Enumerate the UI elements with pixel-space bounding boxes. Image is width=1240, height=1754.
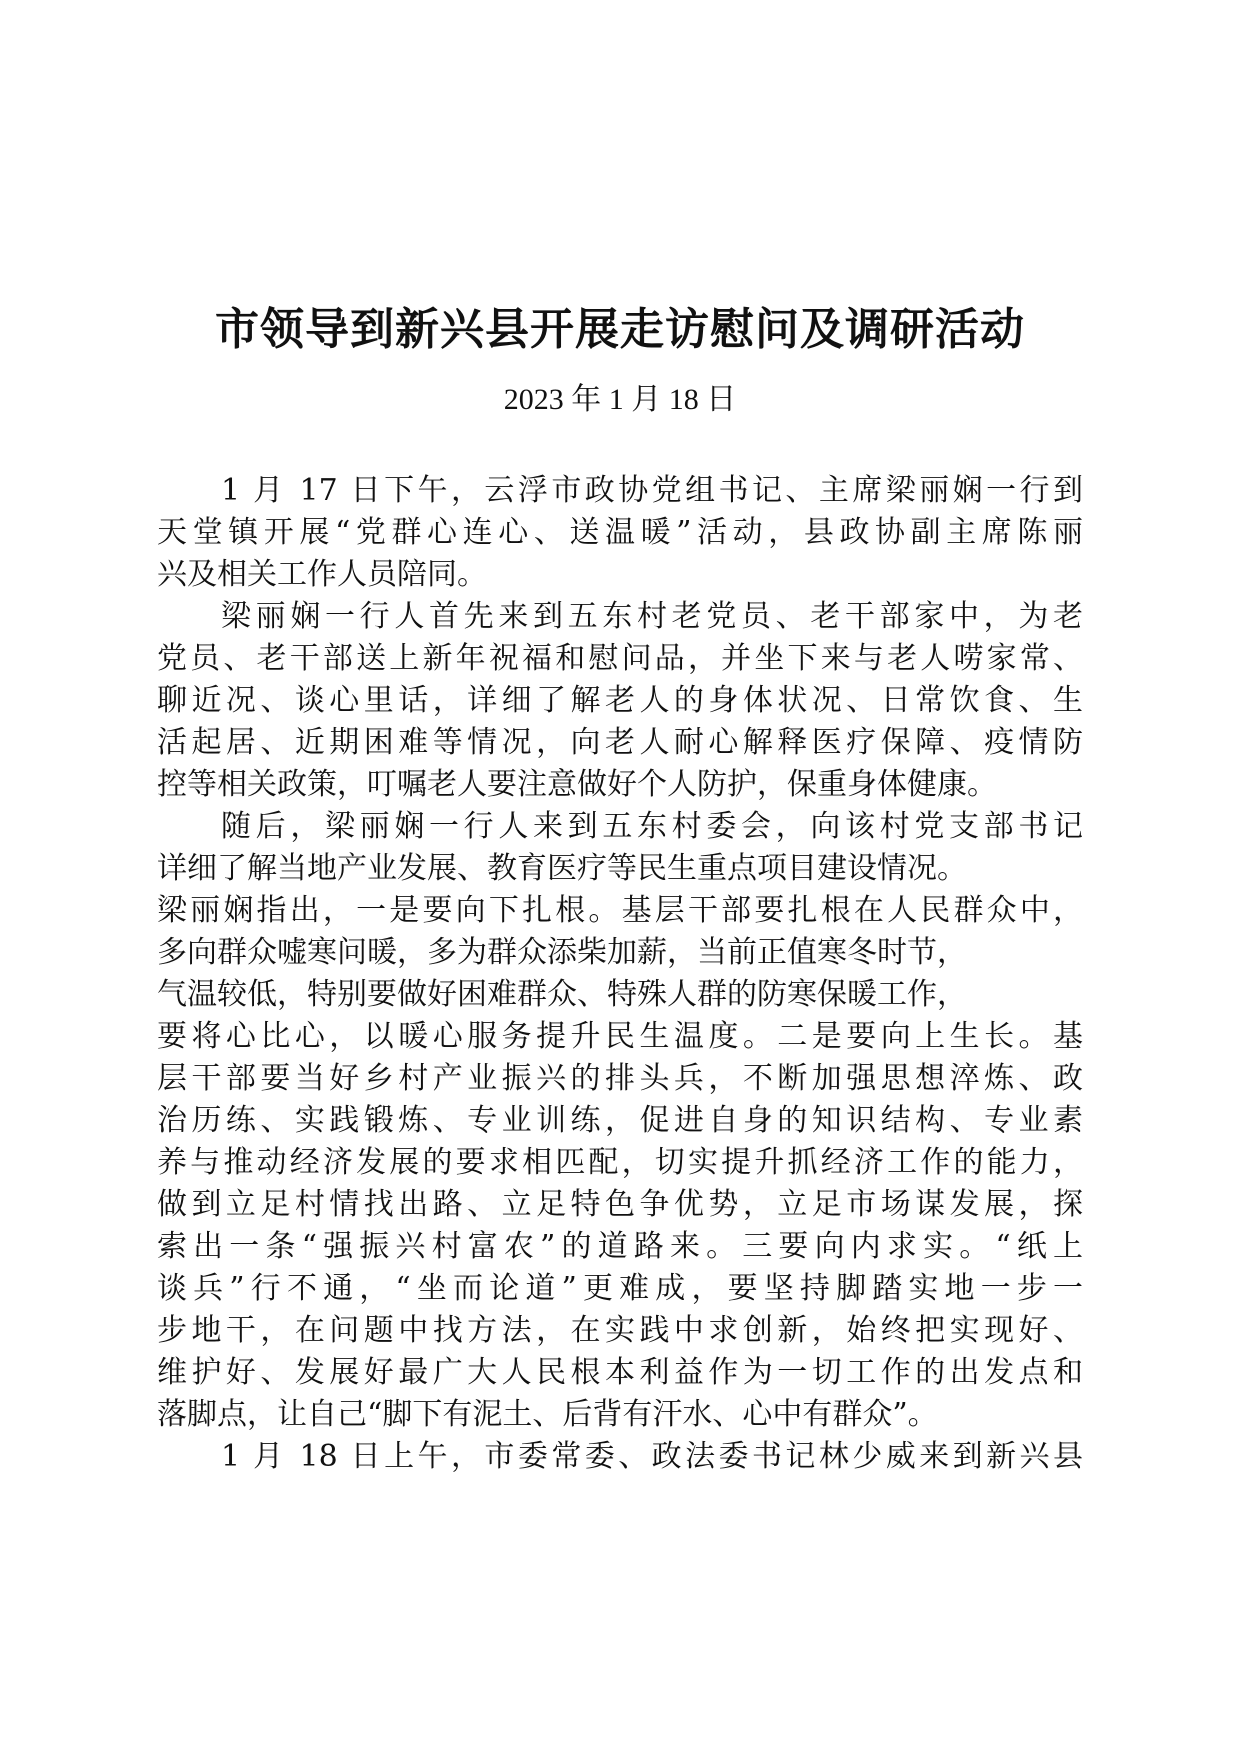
body-text-line: 梁丽娴一行人首先来到五东村老党员、老干部家中，为老 bbox=[221, 599, 1083, 634]
body-text-line: 1 月 18 日上午，市委常委、政法委书记林少威来到新兴县 bbox=[221, 1439, 1083, 1474]
body-text-line: 气温较低，特别要做好困难群众、特殊人群的防寒保暖工作， bbox=[157, 977, 967, 1012]
body-text-line: 谈兵”行不通，“坐而论道”更难成，要坚持脚踏实地一步一 bbox=[157, 1271, 1083, 1306]
body-text-line: 层干部要当好乡村产业振兴的排头兵，不断加强思想淬炼、政 bbox=[157, 1061, 1083, 1096]
body-text-line: 维护好、发展好最广大人民根本利益作为一切工作的出发点和 bbox=[157, 1355, 1083, 1390]
body-text-line: 详细了解当地产业发展、教育医疗等民生重点项目建设情况。 bbox=[157, 851, 967, 886]
document-date: 2023 年 1 月 18 日 bbox=[503, 383, 737, 416]
body-text-line: 1 月 17 日下午，云浮市政协党组书记、主席梁丽娴一行到 bbox=[221, 473, 1083, 508]
body-text-line: 随后，梁丽娴一行人来到五东村委会，向该村党支部书记 bbox=[221, 809, 1083, 844]
body-text-line: 兴及相关工作人员陪同。 bbox=[157, 557, 487, 592]
body-text-line: 天堂镇开展“党群心连心、送温暖”活动，县政协副主席陈丽 bbox=[157, 515, 1083, 550]
body-text-line: 控等相关政策，叮嘱老人要注意做好个人防护，保重身体健康。 bbox=[157, 767, 997, 802]
body-text-line: 索出一条“强振兴村富农”的道路来。三要向内求实。“纸上 bbox=[157, 1229, 1083, 1264]
body-text-line: 治历练、实践锻炼、专业训练，促进自身的知识结构、专业素 bbox=[157, 1103, 1083, 1138]
body-text-line: 要将心比心，以暖心服务提升民生温度。二是要向上生长。基 bbox=[157, 1019, 1083, 1054]
document-body bbox=[157, 470, 1083, 1478]
body-text-line: 做到立足村情找出路、立足特色争优势，立足市场谋发展，探 bbox=[157, 1187, 1083, 1222]
body-text-line: 养与推动经济发展的要求相匹配，切实提升抓经济工作的能力， bbox=[157, 1145, 1083, 1180]
body-text-line: 梁丽娴指出，一是要向下扎根。基层干部要扎根在人民群众中， bbox=[157, 893, 1083, 928]
body-text-line: 活起居、近期困难等情况，向老人耐心解释医疗保障、疫情防 bbox=[157, 725, 1083, 760]
document-title: 市领导到新兴县开展走访慰问及调研活动 bbox=[215, 304, 1025, 355]
body-text-line: 党员、老干部送上新年祝福和慰问品，并坐下来与老人唠家常、 bbox=[157, 641, 1083, 676]
body-text-line: 落脚点，让自己“脚下有泥土、后背有汗水、心中有群众”。 bbox=[157, 1397, 938, 1432]
body-text-line: 聊近况、谈心里话，详细了解老人的身体状况、日常饮食、生 bbox=[157, 683, 1083, 718]
body-text-line: 多向群众嘘寒问暖，多为群众添柴加薪，当前正值寒冬时节， bbox=[157, 935, 967, 970]
body-text-line: 步地干，在问题中找方法，在实践中求创新，始终把实现好、 bbox=[157, 1313, 1083, 1348]
